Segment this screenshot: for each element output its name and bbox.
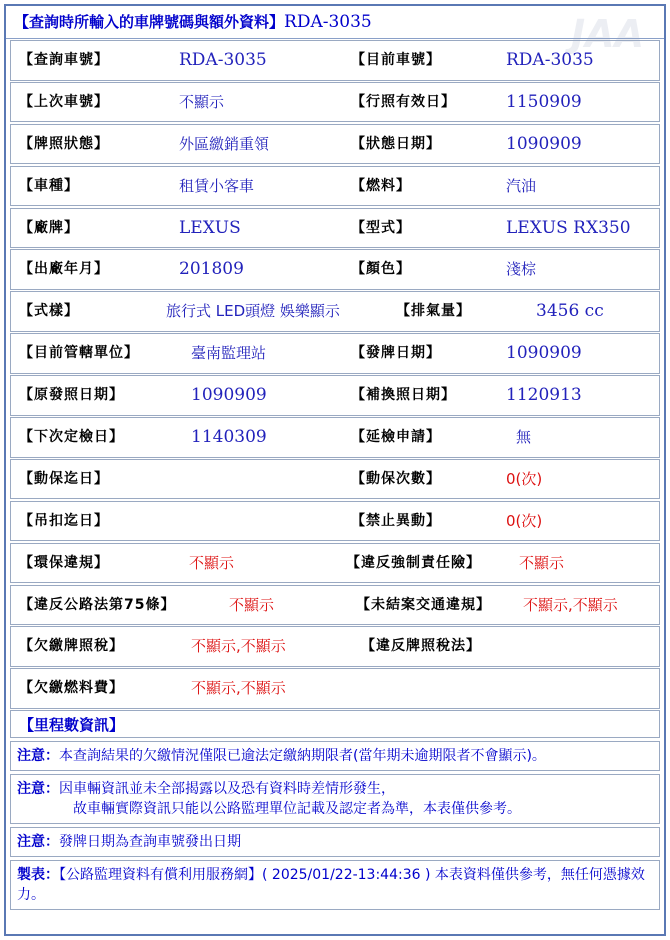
field-label: 【式樣】 <box>19 303 79 320</box>
field-label: 【發牌日期】 <box>351 345 441 362</box>
field-value: 外區繳銷重領 <box>179 134 270 153</box>
field-value: 1140309 <box>191 427 267 448</box>
info-row <box>10 82 660 123</box>
field-label: 【補換照日期】 <box>351 387 456 404</box>
info-row <box>10 124 660 165</box>
mileage-section-title: 【里程數資訊】 <box>10 710 660 738</box>
field-label: 【行照有效日】 <box>351 93 456 110</box>
field-label: 【出廠年月】 <box>19 261 109 278</box>
field-label: 【排氣量】 <box>396 303 471 320</box>
vehicle-report <box>4 4 666 936</box>
field-value: 1150909 <box>506 91 582 112</box>
field-label: 【下次定檢日】 <box>19 429 124 446</box>
report-header <box>6 6 664 39</box>
info-row <box>10 501 660 542</box>
field-label: 【環保違規】 <box>19 554 109 571</box>
field-label: 【欠繳牌照稅】 <box>19 638 124 655</box>
field-value: 汽油 <box>506 176 537 195</box>
field-value: 臺南監理站 <box>191 344 267 363</box>
field-value: RDA-3035 <box>506 50 594 70</box>
field-label: 【動保迄日】 <box>19 470 109 487</box>
field-value: 1120913 <box>506 385 582 406</box>
field-value: 1090909 <box>506 343 582 364</box>
header-plate: RDA-3035 <box>284 12 372 32</box>
field-value: RDA-3035 <box>179 50 267 70</box>
field-value: 租賃小客車 <box>179 176 255 195</box>
field-label: 【目前車號】 <box>351 52 441 68</box>
info-row <box>10 585 660 626</box>
field-value: 201809 <box>179 259 244 280</box>
field-value: 0(次) <box>506 511 543 530</box>
field-label: 【上次車號】 <box>19 93 109 110</box>
field-label: 【延檢申請】 <box>351 429 441 446</box>
watermark-logo: JAA <box>571 12 644 56</box>
field-label: 【目前管轄單位】 <box>19 345 139 362</box>
info-row <box>10 208 660 249</box>
field-value: 3456 cc <box>536 301 604 322</box>
field-value: 不顯示 <box>179 92 225 111</box>
field-label: 【動保次數】 <box>351 470 441 487</box>
field-value: 旅行式 LED頭燈 娛樂顯示 <box>166 302 340 321</box>
info-row <box>10 40 660 81</box>
field-label: 【禁止異動】 <box>351 512 441 529</box>
info-row <box>10 459 660 500</box>
field-label: 【燃料】 <box>351 177 411 194</box>
field-value: 不顯示 <box>519 553 565 572</box>
info-grid <box>10 40 660 913</box>
field-value: 不顯示 <box>229 595 275 614</box>
field-label: 【車種】 <box>19 177 79 194</box>
field-label: 【違反強制責任險】 <box>346 554 481 571</box>
info-row <box>10 291 660 332</box>
info-row <box>10 166 660 207</box>
field-label: 【顏色】 <box>351 261 411 278</box>
field-value: LEXUS <box>179 217 241 238</box>
note-arrears: 注意：本查詢結果的欠繳情況僅限已逾法定繳納期限者(當年期未逾期限者不會顯示)。 <box>10 741 660 771</box>
field-label: 【牌照狀態】 <box>19 135 109 152</box>
info-row <box>10 375 660 416</box>
info-row <box>10 626 660 667</box>
field-label: 【欠繳燃料費】 <box>19 680 124 697</box>
field-value: 不顯示,不顯示 <box>523 595 618 614</box>
info-row <box>10 333 660 374</box>
info-row <box>10 668 660 709</box>
field-label: 【吊扣迄日】 <box>19 512 109 529</box>
note-issue-date: 注意：發牌日期為查詢車號發出日期 <box>10 827 660 857</box>
header-title: 【查詢時所輸入的車牌號碼與額外資料】 <box>14 13 285 31</box>
field-value: 不顯示 <box>189 553 235 572</box>
field-label: 【原發照日期】 <box>19 387 124 404</box>
field-label: 【違反公路法第75條】 <box>19 596 176 613</box>
field-label: 【違反牌照稅法】 <box>361 638 481 655</box>
field-value: LEXUS RX350 <box>506 217 631 238</box>
info-row <box>10 543 660 584</box>
field-value: 1090909 <box>191 385 267 406</box>
field-label: 【狀態日期】 <box>351 135 441 152</box>
info-row <box>10 417 660 458</box>
field-label: 【查詢車號】 <box>19 52 109 68</box>
field-value: 不顯示,不顯示 <box>191 637 286 656</box>
field-label: 【未結案交通違規】 <box>356 596 491 613</box>
field-label: 【廠牌】 <box>19 219 79 236</box>
note-disclaimer: 注意：因車輛資訊並未全部揭露以及恐有資料時差情形發生， 故車輛實際資訊只能以公路監理單位記載及認定者為準，本表僅供參考。 <box>10 774 660 824</box>
field-value: 1090909 <box>506 133 582 154</box>
field-value: 無 <box>516 428 532 447</box>
info-row <box>10 249 660 290</box>
note-produced-by: 製表：【公路監理資料有償利用服務網】( 2025/01/22-13:44:36 ) 本表資料僅供參考，無任何憑據效力。 <box>10 860 660 910</box>
field-value: 不顯示,不顯示 <box>191 679 286 698</box>
field-value: 0(次) <box>506 469 543 488</box>
field-value: 淺棕 <box>506 260 537 279</box>
field-label: 【型式】 <box>351 219 411 236</box>
